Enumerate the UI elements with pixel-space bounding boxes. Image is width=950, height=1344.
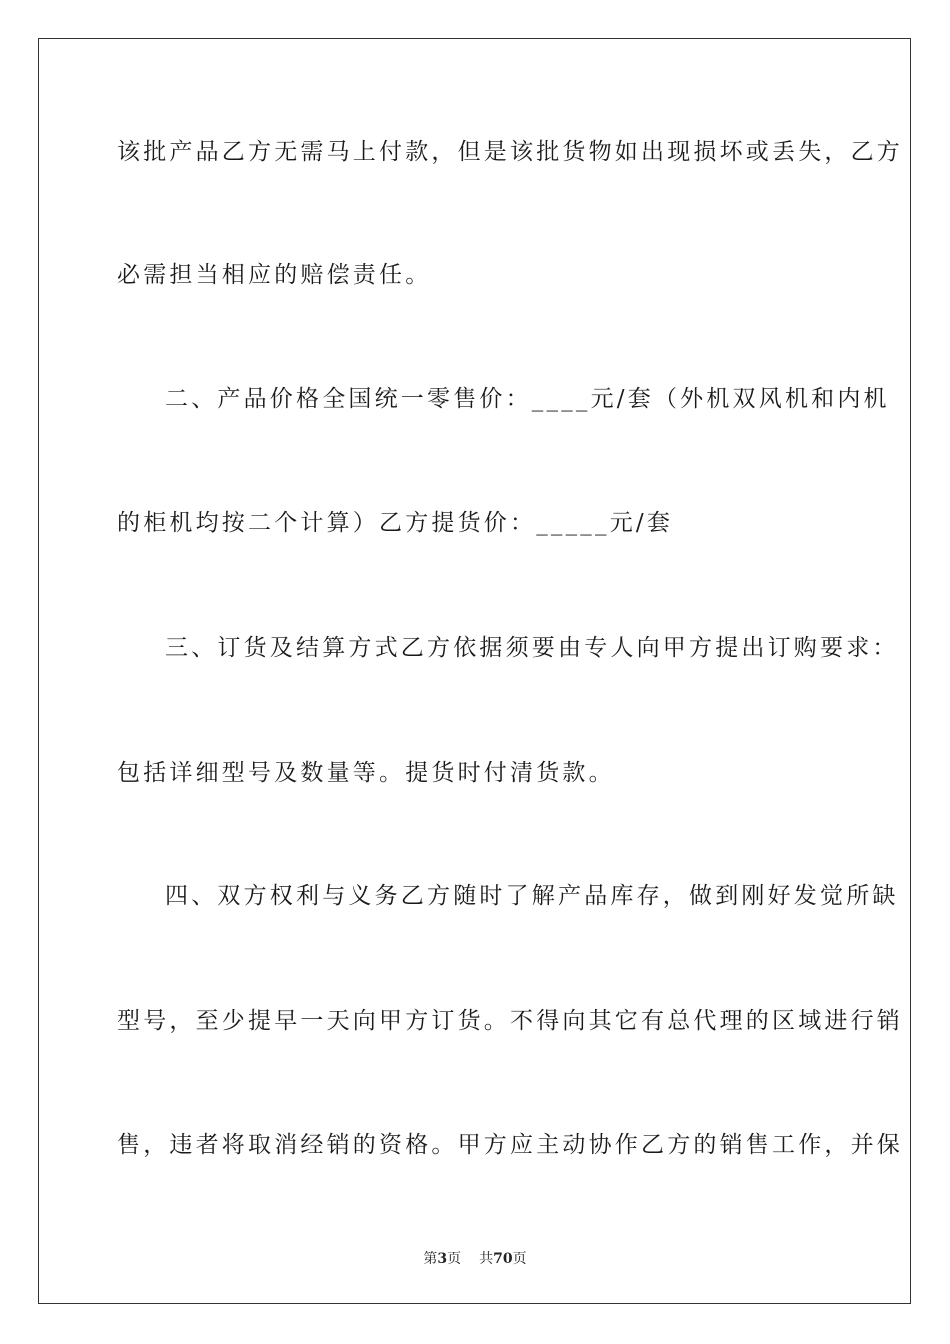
body-text-line-4: 的柜机均按二个计算）乙方提货价：_____元/套 xyxy=(117,510,674,536)
page-footer xyxy=(0,1248,950,1268)
body-text-line-8: 型号，至少提早一天向甲方订货。不得向其它有总代理的区域进行销 xyxy=(117,1008,903,1034)
body-text-line-1: 该批产品乙方无需马上付款，但是该批货物如出现损坏或丢失，乙方 xyxy=(117,139,903,165)
body-text-line-3: 二、产品价格全国统一零售价：____元/套（外机双风机和内机 xyxy=(165,386,890,412)
footer-page-suffix: 页 xyxy=(447,1251,462,1267)
body-text-line-7: 四、双方权利与义务乙方随时了解产品库存，做到刚好发觉所缺 xyxy=(165,883,899,909)
footer-page-number: 3 xyxy=(437,1251,448,1267)
footer-total-prefix: 共 xyxy=(479,1251,494,1267)
body-text-line-5: 三、订货及结算方式乙方依据须要由专人向甲方提出订购要求： xyxy=(165,635,899,661)
body-text-line-9: 售，违者将取消经销的资格。甲方应主动协作乙方的销售工作，并保 xyxy=(117,1132,903,1158)
footer-total-number: 70 xyxy=(493,1251,513,1267)
page-border xyxy=(38,38,911,1304)
footer-total-suffix: 页 xyxy=(512,1251,527,1267)
body-text-line-6: 包括详细型号及数量等。提货时付清货款。 xyxy=(117,760,615,786)
body-text-line-2: 必需担当相应的赔偿责任。 xyxy=(117,262,432,288)
footer-page-prefix: 第 xyxy=(423,1251,438,1267)
